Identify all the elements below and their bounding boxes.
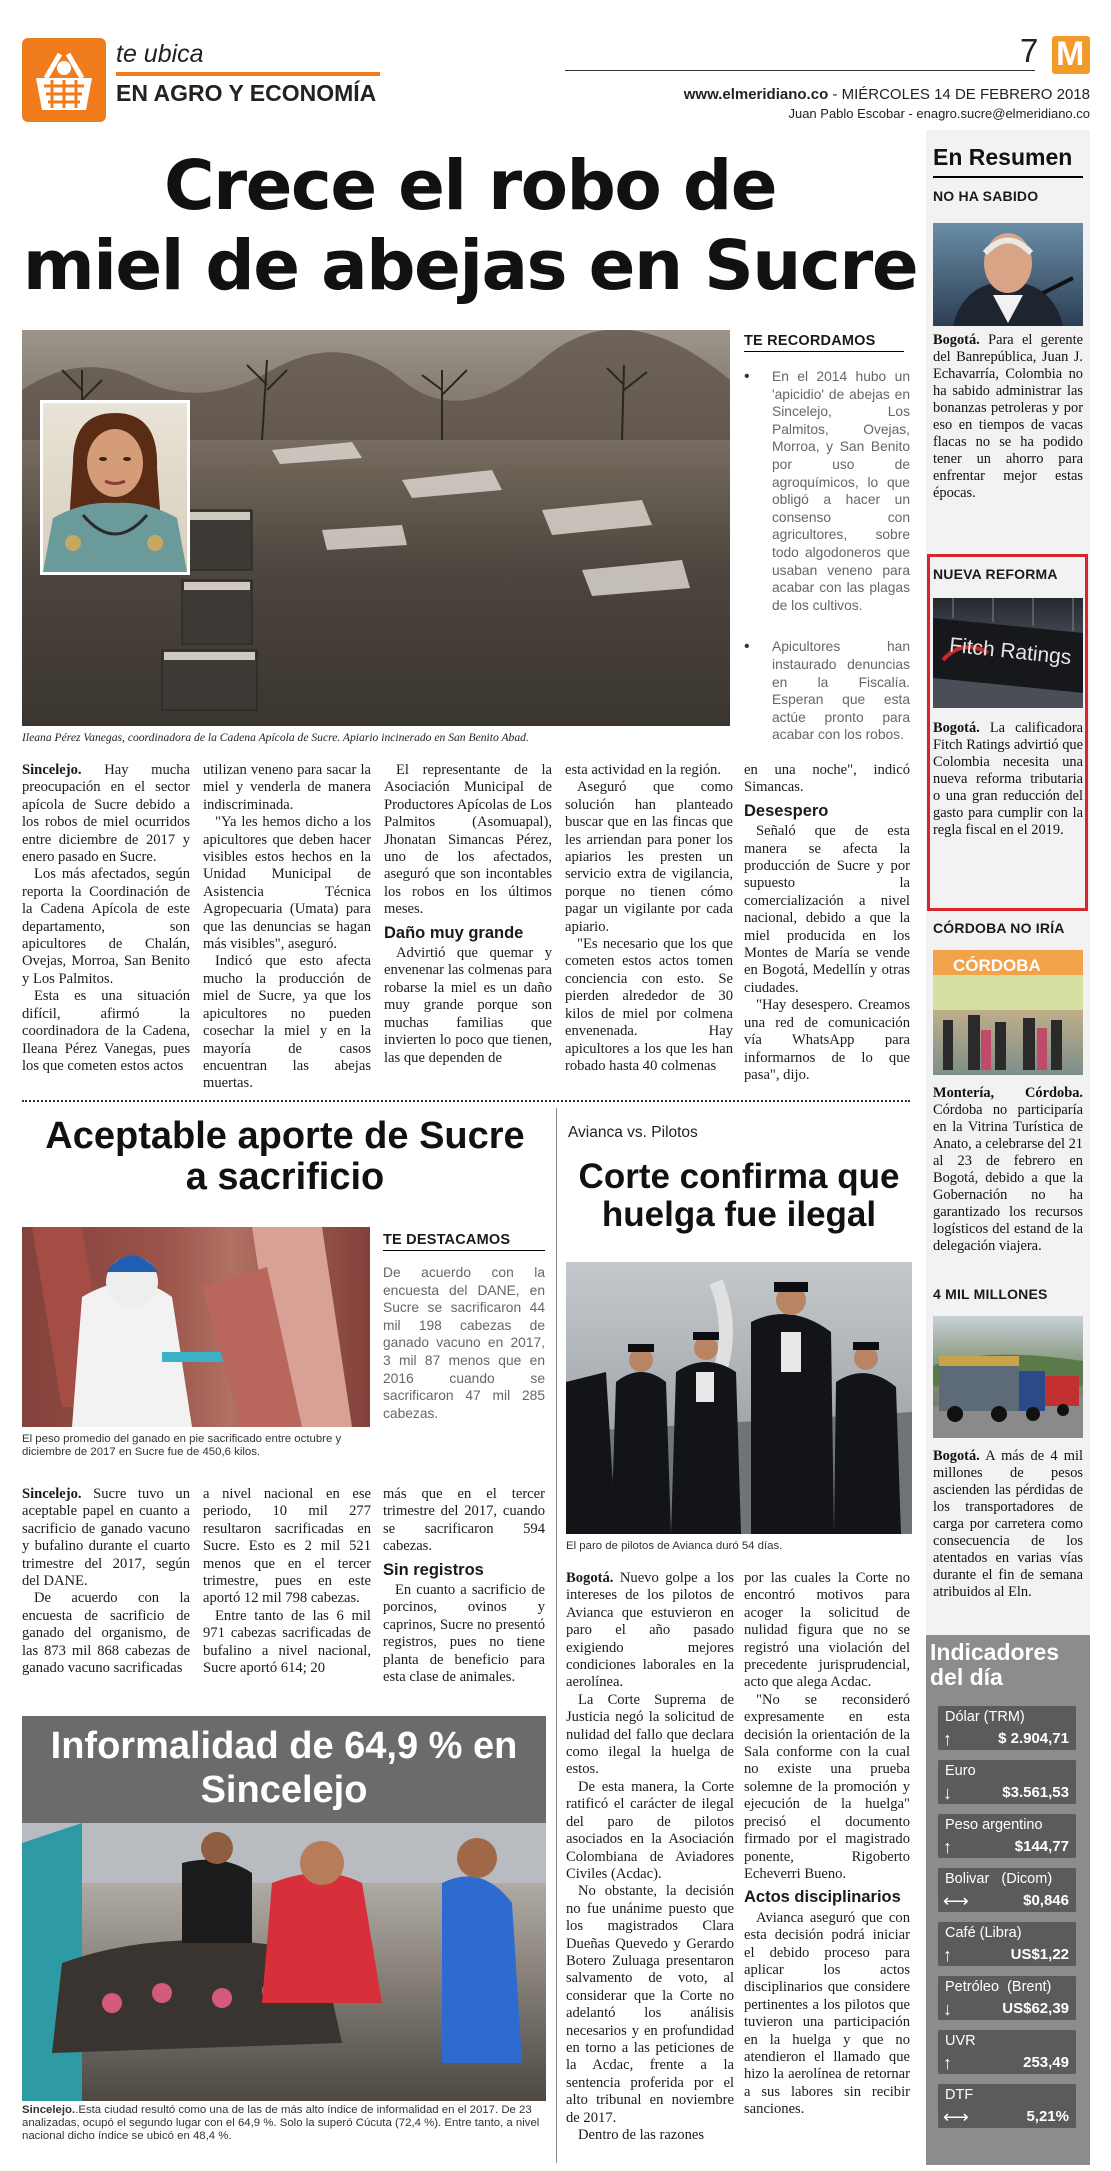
issue-date: - MIÉRCOLES 14 DE FEBRERO 2018: [832, 86, 1090, 103]
pilots-march-photo: [566, 1262, 912, 1534]
dateline: Sincelejo.: [22, 1486, 82, 1502]
destacamos-title: TE DESTACAMOS: [383, 1232, 511, 1248]
sidebar-item-label: 4 MIL MILLONES: [933, 1286, 1048, 1302]
subhead: Sin registros: [383, 1560, 484, 1579]
aporte-photo-caption: El peso promedio del ganado en pie sacrificado entre octubre y diciembre de 2017 en Sucre fue de 450,6 kilos.: [22, 1433, 342, 1458]
aporte-col-3: más que en el tercer trimestre del 2017, cuando se sacrificaron 594 cabezas. Sin registros En cuanto a sacrificio de porcinos, ovinos y caprinos, Sucre no presentó registros, pues no tiene planta de beneficio para esta clase de animales.: [383, 1486, 545, 1686]
banrepublica-manager-photo: [933, 223, 1083, 326]
sidebar-item-text: Bogotá. A más de 4 mil millones de pesos ascienden las pérdidas de los transportadores de carga por carretera como consecuencia de los atentados en varias vías durante el fin de semana atribuidos al Eln.: [933, 1448, 1083, 1600]
sidebar-item-text: Bogotá. Para el gerente del Banrepública, Juan J. Echavarría, Colombia no ha sabido administrar las bonanzas petroleras y por eso en tiempos de vacas flacas no se ha podido tener un ahorro para enfrentar mejor estas épocas.: [933, 332, 1083, 501]
column-divider: [556, 1108, 557, 2163]
section-divider: [22, 1100, 910, 1102]
recordamos-title: TE RECORDAMOS: [744, 333, 876, 349]
sidebar-title-rule: [933, 176, 1083, 178]
section-tag: te ubica: [116, 40, 204, 68]
dateline: Bogotá.: [566, 1570, 614, 1586]
subhead: Desespero: [744, 801, 829, 820]
logo-icon: [1052, 36, 1090, 74]
avianca-kicker: Avianca vs. Pilotos: [568, 1124, 698, 1141]
avianca-col-1: Bogotá. Nuevo golpe a los intereses de los pilotos de Avianca que estuvieron en paro el año pasado exigiendo mejores condiciones laborales en la aerolínea. La Corte Suprema de Justicia negó la solicitud de nulidad del fallo que declara como ilegal la huelga de estos. De esta manera, la Corte ratificó el carácter de ilegal del paro de pilotos asociados en la Asociación Colombiana de Aviadores Civiles (Acdac). No obstante, la decisión no fue unánime puesto que los magistrados Clara Dueñas Quevedo y Gerardo Botero Zuluaga presentaron salvamento de voto, al considerar que la Corte no adelantó los análisis necesarios y en profundidad en torno a las peticiones de la Acdac, frente a la sentencia proferida por el alto tribunal en noviembre de 2017. Dentro de las razones: [566, 1570, 734, 2143]
main-col-5: en una noche", indicó Simancas. Desespero Señaló que de esta manera se afecta la producción de Sucre y por supuesto la comercialización a nivel nacional, debido a que la miel producida en los Montes de María se vende en Bogotá, Medellín y otras ciudades. "Hay desespero. Creamos una red de comunicación vía WhatsApp para informarnos de lo que pasa", dijo.: [744, 762, 910, 1083]
main-col-4: esta actividad en la región. Aseguró que como solución han planteado buscar que en las fincas que les arriendan para poner los apiarios les presten un servicio extra de vigilancia, porque no tienen cómo pagar un vigilante por cada apiario. "Es necesario que los que cometen estos actos tomen conciencia con esto. Se pierden alrededor de 30 kilos de miel por colmena envenenada. Hay apicultores a los que les han robado hasta 40 colmenas: [565, 762, 733, 1074]
main-photo-caption: Ileana Pérez Vanegas, coordinadora de la Cadena Apícola de Sucre. Apiario incinerado en San Benito Abad.: [22, 731, 529, 744]
indicator-dtf: DTF ⟷ 5,21%: [938, 2084, 1076, 2128]
aporte-headline: Aceptable aporte de Sucre a sacrificio: [45, 1115, 525, 1199]
anato-fair-photo: [933, 950, 1083, 1075]
arrow-down-icon: [943, 1784, 952, 1802]
street-vendors-photo: [22, 1823, 546, 2101]
subhead: Actos disciplinarios: [744, 1888, 901, 1907]
author-line: Juan Pablo Escobar - enagro.sucre@elmeridiano.co: [788, 106, 1090, 121]
arrow-left-right-icon: [943, 1892, 969, 1910]
sidebar-item-text: Bogotá. La calificadora Fitch Ratings advirtió que Colombia necesita una nueva reforma tributaria o una gran reducción del gasto para cumplir con la regla fiscal en el 2019.: [933, 720, 1083, 838]
avianca-photo-caption: El paro de pilotos de Avianca duró 54 días.: [566, 1540, 783, 1552]
indicator-uvr: UVR ↑ 253,49: [938, 2030, 1076, 2074]
indicator-peso-argentino: Peso argentino ↑ $144,77: [938, 1814, 1076, 1858]
header-top-rule: [565, 70, 1035, 71]
arrow-up-icon: [943, 1838, 952, 1856]
recordamos-item: • En el 2014 hubo un 'apicidio' de abejas en Sincelejo, Los Palmitos, Ovejas, Morroa, y San Benito por uso de agroquímicos, lo que obligó a hacer un consenso con agricultores, sobre todo algodoneros que usaban veneno para acabar con las plagas de los cultivos.: [744, 368, 910, 613]
recordamos-rule: [744, 351, 904, 352]
fitch-sign-text: Fitch Ratings: [948, 633, 1073, 670]
informalidad-caption: Sincelejo..Esta ciudad resultó como una de las de más alto índice de informalidad en el 2017. De 23 analizadas, ocupó el segundo lugar con el 64,9 %. Solo la superó Cúcuta (72,4 %). Entre tanto, a nivel nacional dicho índice se ubicó en 48,4 %.: [22, 2104, 540, 2142]
dateline: Sincelejo.: [22, 2104, 76, 2116]
anato-sign-text: CÓRDOBA: [953, 956, 1041, 975]
site-url[interactable]: www.elmeridiano.co: [683, 86, 829, 103]
slaughterhouse-photo: [22, 1227, 370, 1427]
recordamos-item: • Apicultores han instaurado denuncias en la Fiscalía. Esperan que esta actúe pronto para acabar con los robos.: [744, 638, 910, 743]
sidebar-item-text: Montería, Córdoba. Córdoba no participaría en la Vitrina Turística de Anato, a celebrarse del 21 al 23 de febrero en Bogotá, debido a que la Gobernación no ha garantizado los recursos logísticos del estand de la delegación viajera.: [933, 1085, 1083, 1254]
section-underline: [116, 72, 380, 76]
avianca-headline: Corte confirma que huelga fue ilegal: [578, 1157, 900, 1234]
avianca-col-2: por las cuales la Corte no encontró motivos para acoger la solicitud de nulidad figura que no se registró una violación del precedente jurisprudencial, acto que alega Acdac. "No se reconsideró expresamente en esta decisión la orientación de la Sala conforme con la cual no existe una prueba solemne de la promoción y ejecución de la huelga" precisó el documento firmado por el magistrado ponente, Rigoberto Echeverri Bueno. Actos disciplinarios Avianca aseguró que con esta decisión podrá iniciar el debido proceso para aplicar los actos disciplinarios que considere pertinentes a los pilotos que tuvieron una participación en la huelga y que no atendieron el llamado que hizo la aerolínea de retornar a sus labores sin recibir sanciones.: [744, 1570, 910, 2118]
indicator-bolivar: Bolivar (Dicom) ⟷ $0,846: [938, 1868, 1076, 1912]
recordamos-list: [744, 368, 910, 744]
destacamos-rule: [383, 1250, 545, 1251]
indicator-dolar: Dólar (TRM) ↑ $ 2.904,71: [938, 1706, 1076, 1750]
sidebar-item-label: CÓRDOBA NO IRÍA: [933, 920, 1065, 936]
header-meta: [560, 86, 1090, 103]
sidebar-title: En Resumen: [933, 144, 1073, 170]
destacamos-text: De acuerdo con la encuesta del DANE, en Sucre se sacrificaron 44 mil 198 cabezas de ganado vacuno en 2017, 3 mil 87 menos que en 2016 cuando se sacrificaron 47 mil 285 cabezas.: [383, 1265, 545, 1421]
arrow-left-right-icon: [943, 2108, 969, 2126]
indicator-euro: Euro ↓ $3.561,53: [938, 1760, 1076, 1804]
page-number: 7: [1020, 32, 1039, 69]
aporte-col-1: Sincelejo. Sucre tuvo un aceptable papel en cuanto a sacrificio de ganado vacuno y bufalino durante el cuarto trimestre del 2017, según del DANE. De acuerdo con la encuesta de sacrificio de ganado del organismo, de las 873 mil 868 cabezas de ganado vacuno sacrificadas: [22, 1486, 190, 1677]
section-logo-icon: [22, 38, 106, 122]
dateline: Sincelejo.: [22, 762, 82, 778]
indicator-cafe: Café (Libra) ↑ US$1,22: [938, 1922, 1076, 1966]
indicadores-title: Indicadores del día: [930, 1639, 1060, 1690]
main-headline-line2: miel de abejas en Sucre: [22, 226, 918, 306]
main-headline-line1: Crece el robo de: [163, 146, 777, 226]
main-col-1: Sincelejo. Hay mucha preocupación en el sector apícola de Sucre debido a los robos de miel ocurridos entre diciembre de 2017 y enero pasado en Sucre. Los más afectados, según reporta la Coordinación de la Cadena Apícola de este departamento, son apicultores de Chalán, Ovejas, Morroa, San Benito y Los Palmitos. Esta es una situación difícil, afirmó la coordinadora de la Cadena, Ileana Pérez Vanegas, pues los que cometen estos actos: [22, 762, 190, 1074]
informalidad-banner: [22, 1716, 546, 1823]
logo-letter: M: [1056, 35, 1085, 73]
apiary-burned-photo: [22, 330, 730, 726]
informalidad-headline: Informalidad de 64,9 % en Sincelejo: [50, 1725, 518, 1811]
indicator-petroleo: Petróleo (Brent) ↓ US$62,39: [938, 1976, 1076, 2020]
arrow-up-icon: [943, 1730, 952, 1748]
arrow-up-icon: [943, 2054, 952, 2072]
cargo-trucks-photo: [933, 1316, 1083, 1438]
aporte-col-2: a nivel nacional en ese periodo, 10 mil 277 resultaron sacrificadas en Sucre. Esto es 2 mil 521 menos que en el tercer trimestre, pues en este aportó 12 mil 798 cabezas. Entre tanto de las 6 mil 971 cabezas sacrificadas de bufalino a nivel nacional, Sucre aportó 614; 20: [203, 1486, 371, 1677]
main-headline: [20, 146, 920, 306]
coordinator-portrait: [40, 400, 190, 575]
main-col-3: El representante de la Asociación Municipal de Productores Apícolas de Los Palmitos (Asomuapal), Jhonatan Simancas Pérez, uno de los afectados, aseguró que son incontables los robos en los últimos meses. Daño muy grande Advirtió que quemar y envenenar las colmenas para robarse la miel es un daño muy grande porque son muchas familias que invierten lo poco que tienen, las que dependen de: [384, 762, 552, 1066]
fitch-ratings-photo: [933, 598, 1083, 708]
main-col-2: utilizan veneno para sacar la miel y venderla de manera indiscriminada. "Ya les hemos dicho a los apicultores que deben hacer visibles estos hechos en la Unidad Municipal de Asistencia Técnica Agropecuaria (Umata) para que las denuncias se hagan más visibles", aseguró. Indicó que esto afecta mucho la producción de miel de Sucre, ya que los apicultores no pueden cosechar la miel y en la mayoría de casos encuentran las abejas muertas.: [203, 762, 371, 1092]
sidebar-item-label: NO HA SABIDO: [933, 188, 1039, 204]
section-title: EN AGRO Y ECONOMÍA: [116, 80, 377, 106]
arrow-up-icon: [943, 1946, 952, 1964]
arrow-down-icon: [943, 2000, 952, 2018]
subhead: Daño muy grande: [384, 923, 524, 942]
sidebar-item-label: NUEVA REFORMA: [933, 566, 1058, 582]
